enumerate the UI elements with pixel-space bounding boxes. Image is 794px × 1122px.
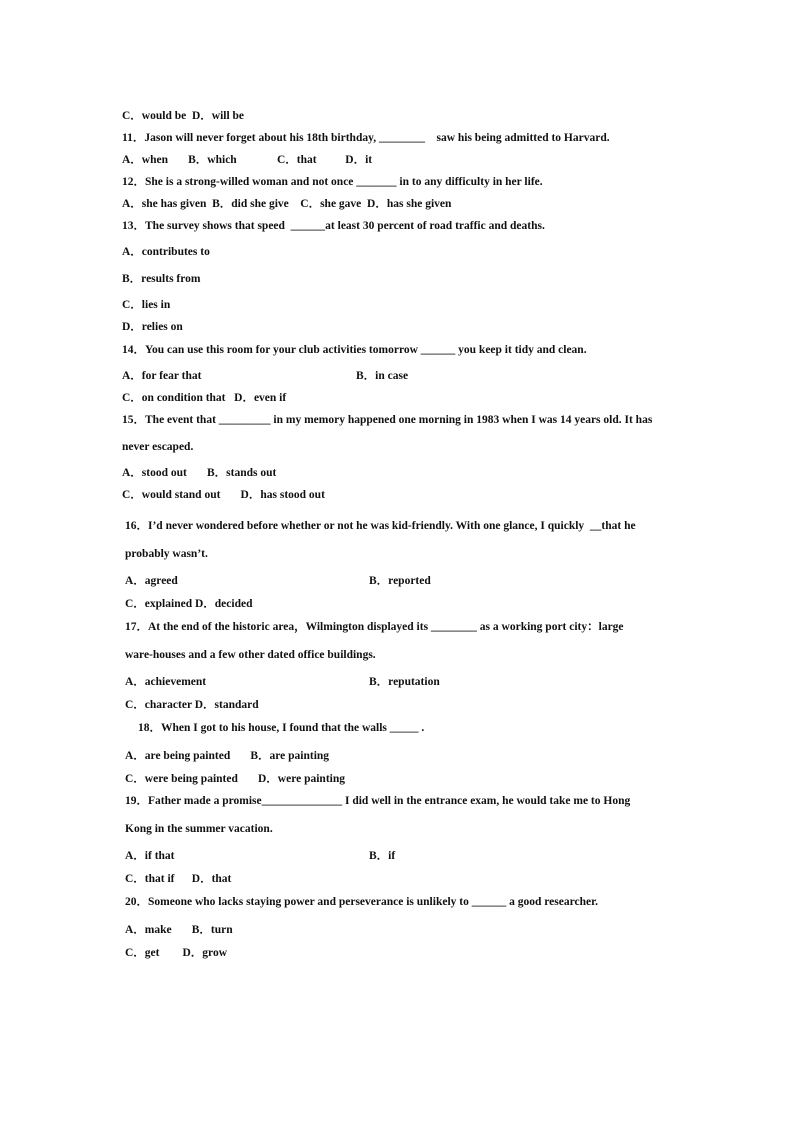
q11-stem: 11．Jason will never forget about his 18th birthday, ________ saw his being admitted to Harvard. — [122, 132, 610, 144]
q20-options-ab: A．make B．turn — [125, 924, 233, 936]
q19-options-cd: C．that if D．that — [125, 873, 232, 885]
q20-options-cd: C．get D．grow — [125, 947, 227, 959]
q18-options-cd: C．were being painted D．were painting — [125, 773, 345, 785]
q12-options: A．she has given B．did she give C．she gave D．has she given — [122, 198, 452, 210]
q19-option-a: A．if that — [125, 850, 175, 862]
q16-option-a: A．agreed — [125, 575, 178, 587]
q18-options-ab: A．are being painted B．are painting — [125, 750, 330, 762]
q17-stem-cont: ware-houses and a few other dated office buildings. — [125, 649, 376, 661]
q19-stem-cont: Kong in the summer vacation. — [125, 823, 273, 835]
q17-options-cd: C．character D．standard — [125, 699, 259, 711]
q19-option-b: B．if — [369, 850, 396, 862]
q13-option-d: D．relies on — [122, 321, 183, 333]
q17-option-a: A．achievement — [125, 676, 207, 688]
q13-stem: 13．The survey shows that speed ______at least 30 percent of road traffic and deaths. — [122, 220, 545, 232]
q15-options-ab: A．stood out B．stands out — [122, 467, 277, 479]
q13-option-a: A．contributes to — [122, 246, 210, 258]
q16-option-b: B．reported — [369, 575, 431, 587]
q19-stem: 19．Father made a promise______________ I did well in the entrance exam, he would take me to Hong — [125, 795, 631, 807]
q17-option-b: B．reputation — [369, 676, 440, 688]
q14-options-cd: C．on condition that D．even if — [122, 392, 287, 404]
q15-stem: 15．The event that _________ in my memory happened one morning in 1983 when I was 14 years old. It has — [122, 414, 653, 426]
q10-options-cd: C．would be D．will be — [122, 110, 245, 122]
q14-stem: 14．You can use this room for your club activities tomorrow ______ you keep it tidy and clean. — [122, 344, 587, 356]
q20-stem: 20．Someone who lacks staying power and perseverance is unlikely to ______ a good researcher. — [125, 896, 598, 908]
q12-stem: 12．She is a strong-willed woman and not once _______ in to any difficulty in her life. — [122, 176, 543, 188]
q18-stem: 18．When I got to his house, I found that the walls _____ . — [138, 722, 425, 734]
q13-option-c: C．lies in — [122, 299, 171, 311]
q16-stem: 16．I’d never wondered before whether or not he was kid-friendly. With one glance, I quickly __that he — [125, 520, 636, 532]
q14-option-b: B．in case — [356, 370, 409, 382]
q15-options-cd: C．would stand out D．has stood out — [122, 489, 325, 501]
q14-option-a: A．for fear that — [122, 370, 202, 382]
q15-stem-cont: never escaped. — [122, 441, 194, 453]
q16-options-cd: C．explained D．decided — [125, 598, 253, 610]
q13-option-b: B．results from — [122, 273, 201, 285]
q17-stem: 17．At the end of the historic area，Wilmington displayed its ________ as a working port city：large — [125, 621, 624, 633]
q11-options: A．when B．which C．that D．it — [122, 154, 373, 166]
q16-stem-cont: probably wasn’t. — [125, 548, 208, 560]
